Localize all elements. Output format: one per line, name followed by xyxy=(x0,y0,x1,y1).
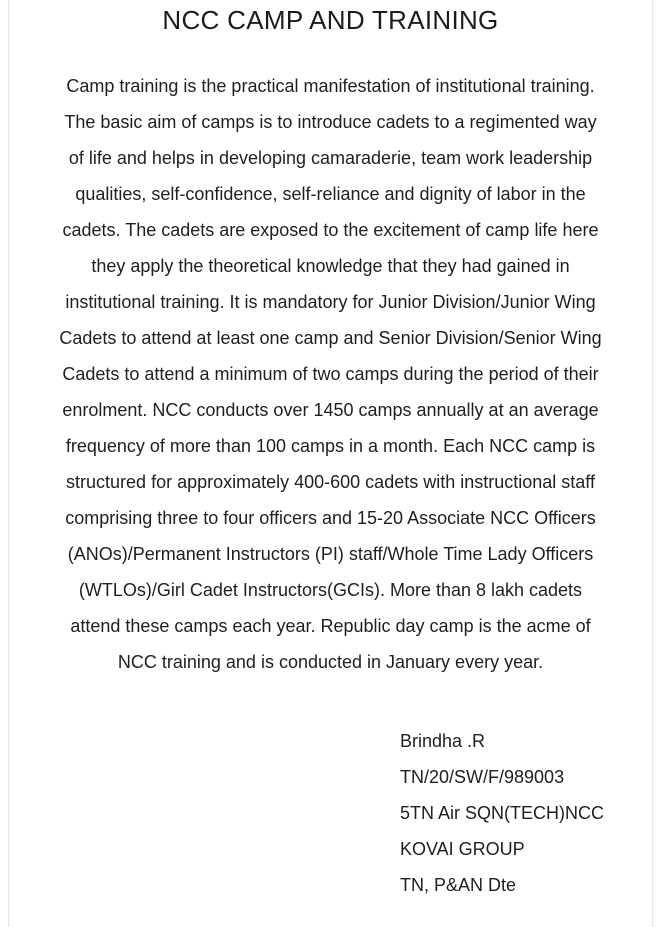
body-line: attend these camps each year. Republic day camp is the acme of xyxy=(70,616,591,636)
body-line: they apply the theoretical knowledge that they had gained in xyxy=(91,256,570,276)
body-line: (WTLOs)/Girl Cadet Instructors(GCIs). More than 8 lakh cadets xyxy=(78,580,583,600)
page-edge-right xyxy=(652,0,653,927)
body-line: NCC training and is conducted in January every year. xyxy=(117,652,544,672)
body-paragraph xyxy=(22,68,639,680)
body-line: institutional training. It is mandatory for Junior Division/Junior Wing xyxy=(65,292,596,312)
body-line: cadets. The cadets are exposed to the excitement of camp life here xyxy=(62,220,599,240)
body-line: frequency of more than 100 camps in a month. Each NCC camp is xyxy=(65,436,596,456)
page-edge-left xyxy=(8,0,9,927)
body-line: structured for approximately 400-600 cadets with instructional staff xyxy=(66,472,595,492)
signature-name: Brindha .R xyxy=(400,731,486,751)
signature-unit: 5TN Air SQN(TECH)NCC xyxy=(400,803,605,823)
signature-regimental-number: TN/20/SW/F/989003 xyxy=(400,767,565,787)
body-line: The basic aim of camps is to introduce cadets to a regimented way xyxy=(64,112,597,132)
body-line: qualities, self-confidence, self-reliance and dignity of labor in the xyxy=(75,184,586,204)
body-line: comprising three to four officers and 15-20 Associate NCC Officers xyxy=(65,508,596,528)
body-line: Cadets to attend at least one camp and Senior Division/Senior Wing xyxy=(59,328,602,348)
body-line: enrolment. NCC conducts over 1450 camps annually at an average xyxy=(62,400,599,420)
body-line: (ANOs)/Permanent Instructors (PI) staff/Whole Time Lady Officers xyxy=(67,544,594,564)
body-line: Camp training is the practical manifestation of institutional training. xyxy=(66,76,595,96)
signature-group: KOVAI GROUP xyxy=(400,839,525,859)
signature-directorate: TN, P&AN Dte xyxy=(400,875,517,895)
body-line: Cadets to attend a minimum of two camps during the period of their xyxy=(62,364,599,384)
document-title: NCC CAMP AND TRAINING xyxy=(162,5,499,35)
signature-block xyxy=(400,723,604,903)
body-line: of life and helps in developing camaraderie, team work leadership xyxy=(68,148,593,168)
